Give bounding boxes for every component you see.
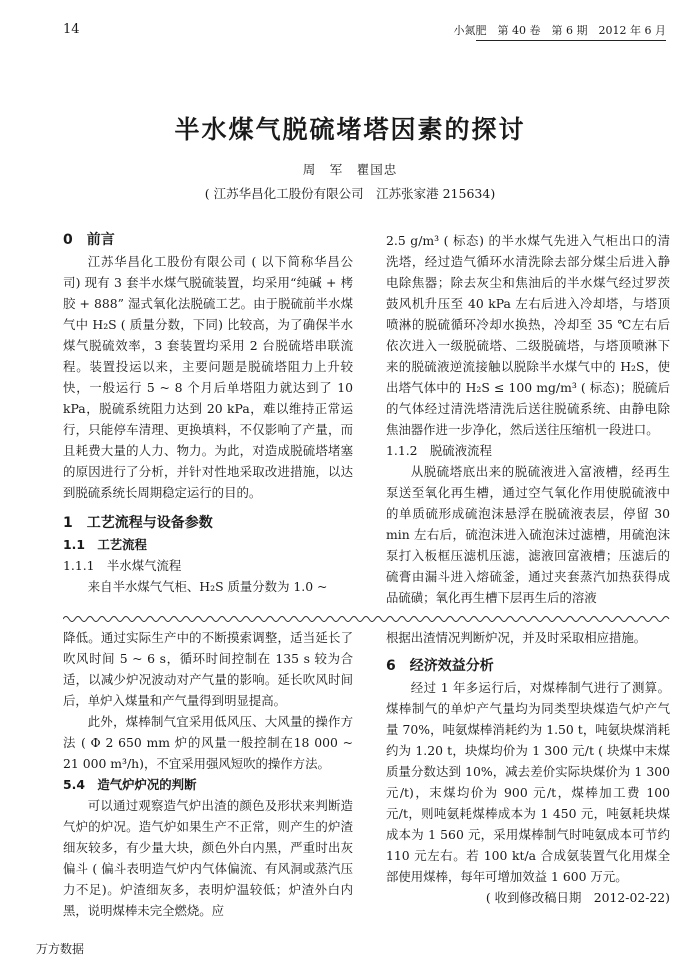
paragraph: 经过 1 年多运行后，对煤棒制气进行了测算。煤棒制气的单炉产气量均为同类型块煤造气炉产气量 70%，吨氨煤棒消耗约为 1.50 t，吨氨块煤消耗约为 1.20 t，块煤均价为 1 300 元/t ( 块煤中末煤质量分数达到 10%，减去差价实际块煤价为 1 300 元/t)，末煤均价为 900 元/t，煤棒加工费 100 元/t，则吨氨耗煤棒成本为 1 450 元，吨氨耗块煤成本为 1 560 元，采用煤棒制气时吨氨成本可节约 110 元左右。若 100 kt/a 合成氨装置气化用煤全部使用煤棒，每年可增加效益 1 600 万元。: [386, 680, 670, 884]
affiliation: ( 江苏华昌化工股份有限公司 江苏张家港 215634): [204, 186, 496, 201]
authors: 周 军 瞿国忠: [302, 162, 398, 177]
section-heading-1: 1 工艺流程与设备参数: [63, 515, 213, 531]
header-rule: [476, 40, 666, 41]
column-4: [386, 627, 670, 908]
paragraph: 从脱硫塔底出来的脱硫液进入富液槽，经再生泵送至氧化再生槽，通过空气氧化作用使脱硫液中的单质硫形成硫泡沫悬浮在脱硫液表层，停留 30 min 左右后，硫泡沫进入硫泡沫过滤槽，用硫泡沫泵打入板框压滤机压滤，滤液回富液槽；压滤后的硫膏由漏斗进入熔硫釜，通过夹套蒸汽加热获得成品硫磺；氧化再生槽下层再生后的溶液: [386, 464, 670, 605]
paragraph: 可以通过观察造气炉出渣的颜色及形状来判断造气炉的炉况。造气炉如果生产不正常，则产生的炉渣细灰较多，有少量大块，颜色外白内黑，严重时出灰偏斗 ( 偏斗表明造气炉内气体偏流、有风洞或蒸汽压力不足)。炉渣细灰多，表明炉温较低；炉渣外白内黑，说明煤棒未完全燃烧。应: [63, 798, 353, 918]
subsection-heading-1-1-2: 1.1.2 脱硫液流程: [386, 443, 492, 458]
paragraph: 根据出渣情况判断炉况，并及时采取相应措施。: [386, 630, 647, 645]
paragraph: 江苏华昌化工股份有限公司 ( 以下简称华昌公司) 现有 3 套半水煤气脱硫装置，均采用“纯碱 + 栲胶 + 888” 湿式氧化法脱硫工艺。由于脱硫前半水煤气中 H₂S ( 质量分数，下同) 比较高，为了确保半水煤气脱硫效率，3 套装置均采用 2 台脱硫塔串联流程。装置投运以来，主要问题是脱硫塔阻力上升较快，一般运行 5 ~ 8 个月后单塔阻力就达到了 10 kPa，脱硫系统阻力达到 20 kPa，难以维持正常运行，只能停车清理、更换填料，不仅影响了产量，而且耗费大量的人力、物力。为此，对造成脱硫塔堵塞的原因进行了分析，并针对性地采取改进措施，以达到脱硫系统长周期稳定运行的目的。: [63, 254, 353, 500]
section-heading-6: 6 经济效益分析: [386, 658, 494, 674]
paragraph: 来自半水煤气气柜、H₂S 质量分数为 1.0 ~: [87, 579, 328, 594]
subsection-heading-1-1-1: 1.1.1 半水煤气流程: [63, 558, 182, 573]
page-number: 14: [63, 22, 80, 37]
subsection-heading-5-4: 5.4 造气炉炉况的判断: [63, 777, 197, 792]
journal-header: 小氮肥 第 40 卷 第 6 期 2012 年 6 月: [453, 24, 666, 37]
column-3: [63, 627, 353, 921]
paragraph: 降低。通过实际生产中的不断摸索调整，适当延长了吹风时间 5 ~ 6 s，循环时间控制在 135 s 较为合适，以减少炉况波动对产气量的影响。延长吹风时间后，单炉入煤量和产气量得到明显提高。: [63, 630, 353, 708]
section-heading-0: 0 前言: [63, 232, 115, 248]
footer-watermark: 万方数据: [36, 942, 85, 956]
column-1: [63, 230, 353, 597]
paragraph: 2.5 g/m³ ( 标态) 的半水煤气先进入气柜出口的清洗塔，经过造气循环水清洗除去部分煤尘后进入静电除焦器；除去灰尘和焦油后的半水煤气经过罗茨鼓风机升压至 40 kPa 左右后进入冷却塔，与塔顶喷淋的脱硫循环冷却水换热，冷却至 35 ℃左右后依次进入一级脱硫塔、二级脱硫塔，与塔顶喷淋下来的脱硫液逆流接触以脱除半水煤气中的 H₂S，使出塔气体中的 H₂S ≤ 100 mg/m³ ( 标态)；脱硫后的气体经过清洗塔清洗后送往脱硫系统、由静电除焦油器作进一步净化，然后送往压缩机一段进口。: [386, 233, 670, 437]
paragraph: 此外，煤棒制气宜采用低风压、大风量的操作方法 ( Φ 2 650 mm 炉的风量一般控制在18 000 ~ 21 000 m³/h)，不宜采用强风短吹的操作方法。: [63, 714, 353, 771]
article-title: 半水煤气脱硫堵塔因素的探讨: [174, 115, 526, 144]
subsection-heading-1-1: 1.1 工艺流程: [63, 537, 147, 552]
cut-line: [63, 612, 670, 626]
received-date: ( 收到修改稿日期 2012-02-22): [485, 890, 670, 905]
column-2: [386, 230, 670, 608]
